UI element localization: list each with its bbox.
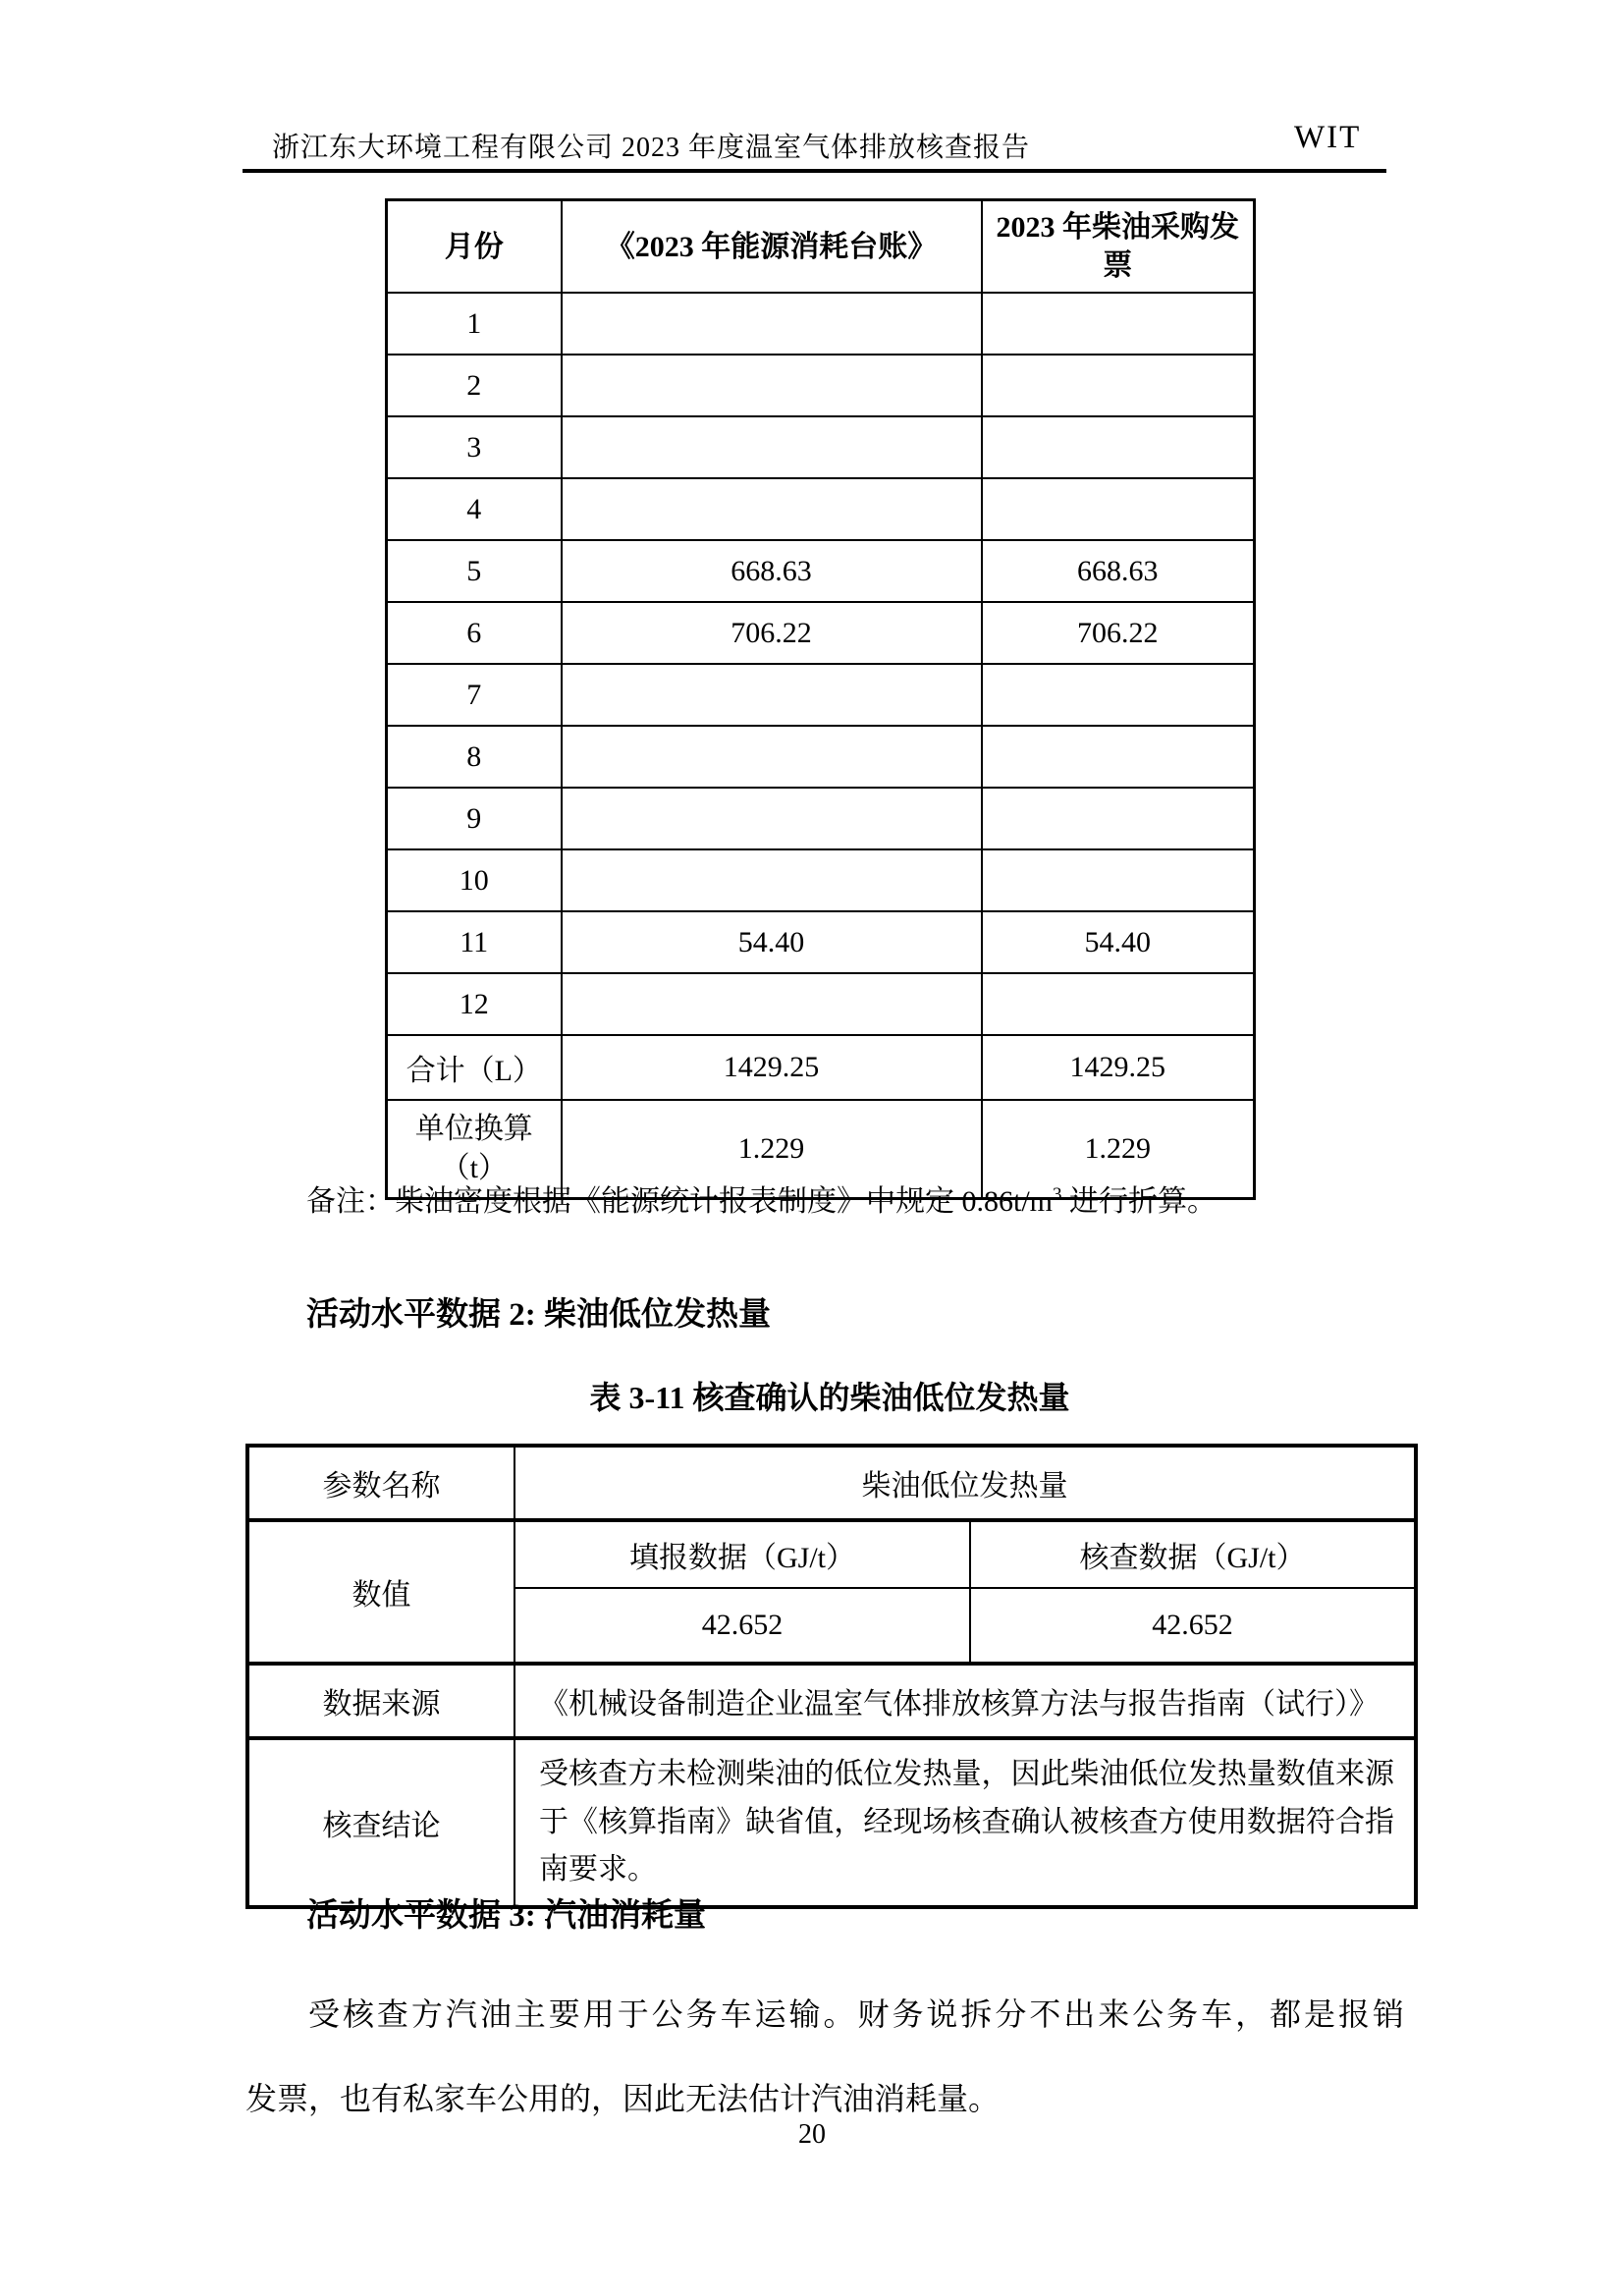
ledger-cell [562, 664, 982, 726]
table-row [387, 911, 1255, 973]
parameter-label-cell: 参数名称 [247, 1446, 514, 1520]
table-row [387, 973, 1255, 1035]
verified-header-cell: 核查数据（GJ/t） [970, 1520, 1416, 1588]
invoice-cell: 668.63 [982, 540, 1255, 602]
month-cell: 12 [387, 973, 562, 1035]
gasoline-paragraph [245, 1972, 1404, 2141]
heating-value-table [245, 1444, 1414, 1909]
table-header-row [387, 200, 1255, 294]
invoice-cell: 54.40 [982, 911, 1255, 973]
gasoline-paragraph-line1: 受核查方汽油主要用于公务车运输。财务说拆分不出来公务车，都是报销 [308, 1996, 1404, 2032]
note-label: 备注： [306, 1185, 395, 1218]
invoice-cell [982, 788, 1255, 849]
activity-data-3-heading: 活动水平数据 3: 汽油消耗量 [306, 1898, 706, 1934]
invoice-cell [982, 664, 1255, 726]
table-row [387, 849, 1255, 911]
ledger-cell [562, 416, 982, 478]
page-number: 20 [798, 2119, 826, 2150]
month-cell: 2 [387, 355, 562, 416]
invoice-cell [982, 293, 1255, 355]
verified-value-cell: 42.652 [970, 1588, 1416, 1664]
invoice-cell [982, 726, 1255, 788]
month-cell: 6 [387, 602, 562, 664]
conclusion-value-cell: 受核查方未检测柴油的低位发热量，因此柴油低位发热量数值来源于《核算指南》缺省值，经现场核查确认被核查方使用数据符合指南要求。 [514, 1738, 1416, 1907]
conversion-label-line2: （t） [440, 1152, 508, 1184]
invoice-cell [982, 416, 1255, 478]
total-row [387, 1035, 1255, 1100]
wit-logo: WIT [1294, 120, 1362, 155]
ledger-column-header: 《2023 年能源消耗台账》 [562, 200, 982, 294]
total-label-cell: 合计（L） [387, 1035, 562, 1100]
month-cell: 4 [387, 478, 562, 540]
month-cell: 3 [387, 416, 562, 478]
month-cell: 5 [387, 540, 562, 602]
gasoline-paragraph-line2: 发票，也有私家车公用的，因此无法估计汽油消耗量。 [245, 2081, 1001, 2116]
table-row [387, 788, 1255, 849]
table-3-11-title: 表 3-11 核查确认的柴油低位发热量 [589, 1380, 1070, 1415]
ledger-cell [562, 973, 982, 1035]
month-cell: 10 [387, 849, 562, 911]
table-row [387, 416, 1255, 478]
conversion-invoice-cell: 1.229 [982, 1100, 1255, 1199]
data-source-row [247, 1664, 1416, 1738]
ledger-cell: 668.63 [562, 540, 982, 602]
reported-header-cell: 填报数据（GJ/t） [514, 1520, 970, 1588]
conclusion-row [247, 1738, 1416, 1907]
table-row [387, 478, 1255, 540]
table-note [245, 1176, 1414, 1220]
ledger-cell [562, 293, 982, 355]
conclusion-label-cell: 核查结论 [247, 1738, 514, 1907]
table-row [387, 540, 1255, 602]
total-ledger-cell: 1429.25 [562, 1035, 982, 1100]
value-header-row [247, 1520, 1416, 1588]
document-title-header: 浙江东大环境工程有限公司 2023 年度温室气体排放核查报告 [272, 133, 1031, 163]
ledger-cell [562, 726, 982, 788]
table-row [387, 726, 1255, 788]
conversion-label-line1: 单位换算 [414, 1112, 533, 1145]
invoice-cell: 706.22 [982, 602, 1255, 664]
ledger-cell [562, 478, 982, 540]
month-column-header: 月份 [387, 200, 562, 294]
invoice-cell [982, 849, 1255, 911]
note-tail: 进行折算。 [1061, 1185, 1218, 1218]
table-row [387, 293, 1255, 355]
note-superscript: 3 [1053, 1184, 1062, 1205]
invoice-column-header: 2023 年柴油采购发票 [982, 200, 1255, 294]
month-cell: 8 [387, 726, 562, 788]
invoice-cell [982, 478, 1255, 540]
invoice-cell [982, 355, 1255, 416]
ledger-cell: 706.22 [562, 602, 982, 664]
reported-value-cell: 42.652 [514, 1588, 970, 1664]
diesel-consumption-table [385, 198, 1253, 1200]
table-row [387, 602, 1255, 664]
invoice-cell [982, 973, 1255, 1035]
source-label-cell: 数据来源 [247, 1664, 514, 1738]
ledger-cell: 54.40 [562, 911, 982, 973]
table-row [387, 355, 1255, 416]
note-body: 柴油密度根据《能源统计报表制度》中规定 0.86t/m [395, 1185, 1054, 1218]
source-value-cell: 《机械设备制造企业温室气体排放核算方法与报告指南（试行）》 [514, 1664, 1416, 1738]
ledger-cell [562, 788, 982, 849]
month-cell: 1 [387, 293, 562, 355]
header-divider [243, 169, 1386, 173]
month-cell: 7 [387, 664, 562, 726]
parameter-value-cell: 柴油低位发热量 [514, 1446, 1416, 1520]
month-cell: 11 [387, 911, 562, 973]
ledger-cell [562, 355, 982, 416]
parameter-row [247, 1446, 1416, 1520]
month-cell: 9 [387, 788, 562, 849]
value-label-cell: 数值 [247, 1520, 514, 1664]
conversion-ledger-cell: 1.229 [562, 1100, 982, 1199]
total-invoice-cell: 1429.25 [982, 1035, 1255, 1100]
table-row [387, 664, 1255, 726]
activity-data-2-heading: 活动水平数据 2: 柴油低位发热量 [306, 1297, 771, 1333]
ledger-cell [562, 849, 982, 911]
